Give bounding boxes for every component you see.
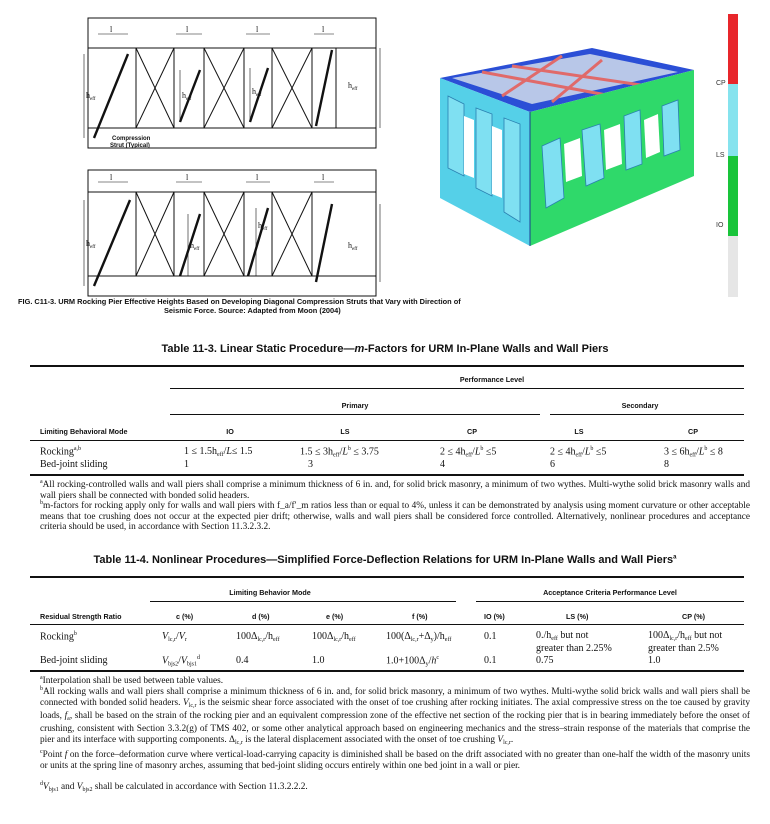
- table-11-4-bed-cp: 1.0: [648, 655, 661, 666]
- col-ls-pct: LS (%): [566, 612, 589, 621]
- svg-text:l: l: [322, 25, 325, 34]
- table-11-4-note-c: $^c$Point f on the force–deformation curve where vertical-load-carrying capacity is diminished shall be based on the drift associated with no greater than one-half the width of the masonry units or units at the spring line of masonry arches, assuming that bed-joint sliding occurs entirely within one bed joint in a wall or pier.: [40, 749, 750, 771]
- table-11-4-rocking-f: $100(\Delta_{lc,r}+\Delta_y)/h_{eff}$: [386, 631, 452, 643]
- table-11-4-rocking-c: $V_{lc,r}/V_r$: [162, 631, 187, 643]
- col-cp-pct: CP (%): [682, 612, 706, 621]
- table-11-4-rocking-cp: $100\Delta_{lc,r}/h_{eff}$ but not greater than 2.5%: [648, 630, 723, 654]
- urm-rocking-pier-diagram: [76, 14, 388, 300]
- table-11-3-rocking-io: $1 \le 1.5h_{eff}/L\le 1.5$: [184, 446, 253, 458]
- dim-l-label: l: [110, 25, 113, 34]
- table-11-3-rocking-ls-secondary: $2 \le 4h_{eff}/L^b \le 5$: [550, 446, 607, 459]
- legend-label-io: IO: [716, 222, 724, 229]
- table-11-4-bed-f: $1.0+100\Delta_y/h^c$: [386, 655, 440, 668]
- performance-level-header: Performance Level: [459, 375, 525, 384]
- acceptance-criteria-header: Acceptance Criteria Performance Level: [543, 588, 677, 597]
- table-11-4-rocking-ls: $0./h_{eff}$ but not greater than 2.25%: [536, 630, 612, 654]
- table-11-4-row-bed-joint-mode: Bed-joint sliding: [40, 655, 108, 666]
- table-11-4-rocking-d: $100\Delta_{lc,r}/h_{eff}$: [236, 631, 280, 643]
- svg-text:heff: $h_{eff}$: [258, 221, 268, 232]
- table-11-4-bed-io: 0.1: [484, 655, 497, 666]
- svg-text:l: l: [186, 173, 189, 182]
- col-io: IO: [226, 427, 234, 436]
- legend-below-io-band: [728, 236, 738, 297]
- legend-io-band: [728, 156, 738, 236]
- svg-text:heff: $h_{eff}$: [348, 81, 358, 92]
- secondary-header: Secondary: [621, 401, 659, 410]
- svg-text:l: l: [322, 173, 325, 182]
- table-11-3-caption: Table 11-3. Linear Static Procedure—m-Factors for URM In-Plane Walls and Wall Piers: [161, 343, 609, 355]
- table-11-3-rocking-cp: $2 \le 4h_{eff}/L^b \le 5$: [440, 446, 497, 459]
- finite-element-building-model: [412, 26, 712, 266]
- legend-label-ls: LS: [716, 152, 725, 159]
- col-f: f (%): [412, 612, 428, 621]
- col-limiting-behavioral-mode: Limiting Behavioral Mode: [40, 427, 128, 436]
- table-11-4-row-rocking-mode: Rocking$^b$: [40, 631, 77, 643]
- svg-text:heff: $h_{eff}$: [86, 91, 96, 102]
- table-11-4-note-b: $^b$All rocking walls and wall piers shall comprise a minimum thickness of 6 in. and, for solid brick masonry, a minimum of two wythes. Multi-wythe solid brick walls and wall piers shall be connected with bonded solid headers. $V_{lc,r}$ is the seismic shear force associated with the onset of toe crushing after rocking initiates. The axial compressive stress on the toe caused by gravity loads, $f_a$, shall be based on the strain of the rocking pier and an equivalent compression zone of the effective net section of the rocking pier that is in bearing immediately before the onset of crushing, consistent with Section 3.3.2(g) of TMS 402, or some other analytical approach based on engineering mechanics and the stress–strain response of the materials that comprise the pier and its interface with supporting components. $\Delta_{lc,r}$ is the lateral displacement associated with the onset of toe crushing $V_{lc,r}$.: [40, 686, 750, 746]
- table-11-4-note-a: $^a$Interpolation shall be used between table values.: [40, 675, 224, 687]
- svg-text:Compression: Compression: [112, 136, 151, 142]
- table-11-4-bed-c: $V_{bjs2}/V_{bjs1}^d$: [162, 655, 201, 668]
- table-11-4-rocking-e: $100\Delta_{lc,r}/h_{eff}$: [312, 631, 356, 643]
- svg-text:heff: $h_{eff}$: [190, 241, 200, 252]
- svg-text:l: l: [186, 25, 189, 34]
- svg-text:l: l: [256, 173, 259, 182]
- table-11-3-note-a: $^a$All rocking-controlled walls and wall piers shall comprise a minimum thickness of 6 in. and, for solid brick masonry, a minimum of two wythes. Multi-wythe solid brick masonry walls and wall piers shall be connected with bonded solid headers.: [40, 479, 750, 501]
- svg-text:Strut (Typical): Strut (Typical): [110, 143, 150, 149]
- table-11-3-rocking-cp-secondary: $3 \le 6h_{eff}/L^b \le 8$: [664, 446, 723, 459]
- col-cp-secondary: CP: [688, 427, 698, 436]
- figure-caption: [18, 297, 518, 315]
- legend-cp-band: [728, 14, 738, 84]
- table-11-4-bed-e: 1.0: [312, 655, 325, 666]
- col-ls-secondary: LS: [574, 427, 584, 436]
- table-11-3-bed-cp-secondary: 8: [664, 459, 669, 470]
- svg-text:l: l: [256, 25, 259, 34]
- col-cp-primary: CP: [467, 427, 477, 436]
- table-11-3-note-b: $^b$m-factors for rocking apply only for walls and wall piers with f_a/f′_m ratios less than or equal to 4%, unless it can be demonstrated by analysis using moment curvature or other acceptable means that toe crushing does not occur at the expected pier drift; otherwise, walls and wall piers shall be considered force controlled. Alternatively, nonlinear procedures and acceptance criteria should be used, in accordance with Section 11.3.2.3.2.: [40, 500, 750, 532]
- col-c: c (%): [176, 612, 194, 621]
- table-11-4-bed-ls: 0.75: [536, 655, 554, 666]
- svg-text:heff: $h_{eff}$: [348, 241, 358, 252]
- limiting-behavior-mode-header: Limiting Behavior Mode: [229, 588, 311, 597]
- table-11-3-bed-io: 1: [184, 459, 189, 470]
- col-residual-strength-ratio: Residual Strength Ratio: [40, 612, 122, 621]
- table-11-4-rocking-io: 0.1: [484, 631, 497, 642]
- col-io-pct: IO (%): [484, 612, 505, 621]
- svg-text:heff: $h_{eff}$: [252, 87, 262, 98]
- svg-text:heff: $h_{eff}$: [86, 239, 96, 250]
- figure-caption-line1: FIG. C11-3. URM Rocking Pier Effective Heights Based on Developing Diagonal Compression Struts that Vary with Direction of: [18, 297, 461, 306]
- svg-text:l: l: [110, 173, 113, 182]
- col-d: d (%): [252, 612, 270, 621]
- primary-header: Primary: [341, 401, 369, 410]
- table-11-3-bed-ls-secondary: 6: [550, 459, 555, 470]
- col-ls-primary: LS: [340, 427, 350, 436]
- figure-caption-line2: Seismic Force. Source: Adapted from Moon (2004): [164, 306, 341, 315]
- table-11-3-row-bed-joint-mode: Bed-joint sliding: [40, 459, 108, 470]
- table-11-4-note-d: $^dV_{bjs1}$ and $V_{bjs2}$ shall be calculated in accordance with Section 11.3.2.2.2.: [40, 781, 308, 794]
- acceptance-color-legend: [728, 14, 738, 297]
- table-11-3-rocking-ls: $1.5 \le 3h_{eff}/L^b \le 3.75$: [300, 446, 379, 459]
- col-e: e (%): [326, 612, 344, 621]
- svg-text:heff: $h_{eff}$: [182, 91, 192, 102]
- table-11-4-bed-d: 0.4: [236, 655, 249, 666]
- table-11-3-row-rocking-mode: Rocking$^{a,b}$: [40, 446, 82, 458]
- table-11-3-top-rule: [30, 365, 744, 367]
- table-11-3-bed-cp: 4: [440, 459, 445, 470]
- table-11-4-caption: Table 11-4. Nonlinear Procedures—Simplified Force-Deflection Relations for URM In-Plane Walls and Wall Piers$^a$: [93, 554, 677, 566]
- legend-ls-band: [728, 84, 738, 156]
- legend-label-cp: CP: [716, 80, 726, 87]
- table-11-3-bed-ls: 3: [308, 459, 313, 470]
